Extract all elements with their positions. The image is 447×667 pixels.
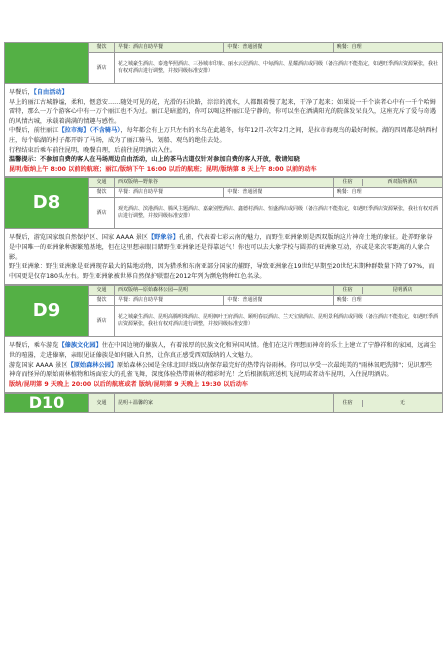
breakfast-info: 早餐：酒店自助早餐 — [115, 296, 224, 306]
highlight-dai-culture-park: 【傣族文化园】 — [58, 342, 102, 350]
day8-info-table — [4, 177, 443, 229]
hotel-info: 花之城豪生酒店、泰逸华照酒店、三孙城市印象、丽水云居酒店、中甸酒店、星耀酒店或同级（备注酒店不能指定，如遇旺季酒店资源紧张，我社有权对酒店进行调整，并按同级标准安排） — [115, 53, 443, 84]
lunch-info: 中餐：普通团餐 — [224, 43, 333, 53]
highlight-free-activity: 【自由活动】 — [33, 89, 68, 96]
breakfast-info: 早餐：酒店自助早餐 — [115, 43, 224, 53]
hotel-info: 花之城豪生酒店、昆明高腾明珠酒店、昆明枫叶王府酒店、颐明春辰酒店、兰天宝鼎酒店、昆明景利酒店或同级（备注酒店不能指定，如遇旺季酒店资源紧张，我社有权对酒店进行调整，并按同级标准安排） — [115, 306, 443, 337]
route: 昆明＋温馨的家 — [115, 394, 334, 413]
traffic-label: 交通 — [89, 394, 115, 413]
hotel-info: 观光酒店、滨港酒店、腾风主题酒店、嘉豪别墅酒店、鑫德村酒店、恒盛酒店或同级（备注酒店不能指定，如遇旺季酒店资源紧张，我社有权对酒店进行调整，并按同级标准安排） — [115, 198, 443, 229]
traffic-label: 交通 — [89, 286, 115, 296]
stay-value: 无 — [399, 399, 405, 406]
stay-label: 住宿 — [334, 400, 363, 407]
dinner-info: 晚餐：自理 — [333, 296, 442, 306]
day-number: D10 — [5, 394, 89, 413]
day-number: D8 — [5, 178, 89, 229]
highlight-wild-elephant-valley: 【野象谷】 — [147, 234, 179, 242]
text: 游览国家 AAAA 景区 — [9, 361, 68, 369]
hotel-label: 酒店 — [89, 198, 115, 229]
hotel-label: 酒店 — [89, 306, 115, 337]
hotel-label: 酒店 — [89, 53, 115, 84]
text: 早餐后， — [9, 89, 34, 96]
paragraph: 早上的丽江古城静谧，柔和，惬意安……随处可见的花，光滑的石块路，淙淙的流水，人都跟着慢了起来，干净了起来；如果说一千个读者心中有一千个哈姆雷特，那么一万个游客心中有一万个丽江也不为过。丽江是暗蓝的，你可以喝这杯丽江是宁静的，你可以坐在洒满阳光的院落发呆良久，这座充斥了爱与奇遇的风情古城，承载着满满的情趣与感性。 — [9, 98, 436, 125]
dinner-info: 晚餐：自理 — [333, 188, 442, 198]
itinerary-page — [0, 42, 447, 667]
dinner-info: 晚餐：自理 — [333, 43, 442, 53]
stay-label: 住宿 — [334, 287, 363, 294]
transport-note: 昆明/版纳上午 8:00 以前的航班；丽江/版纳下午 16:00 以后的航班；昆明/版纳第 8 天上午 8:00 以前的动车 — [9, 165, 317, 173]
paragraph: 行程结束后乘车前往昆明，晚餐自理，后前往昆明酒店入住。 — [9, 146, 177, 154]
transport-note: 版纳/昆明第 9 天晚上 20:00 以后的航班或者 版纳/昆明第 9 天晚上 19:30 以后动车 — [9, 380, 248, 388]
highlight-primeval-forest-park: 【原始森林公园】 — [67, 361, 118, 369]
meal-label: 餐饮 — [89, 43, 115, 53]
lunch-info: 中餐：普通团餐 — [224, 296, 333, 306]
day7-info-table — [4, 42, 443, 84]
lunch-info: 中餐：普通团餐 — [224, 188, 333, 198]
meal-label: 餐饮 — [89, 296, 115, 306]
traffic-label: 交通 — [89, 178, 115, 188]
day7-description — [4, 84, 443, 177]
warm-tip: 温馨提示：不参加自费的客人在马场周边自由活动，山上的茶马古道仅针对参加自费的客人开放，敬请知晓 — [9, 156, 300, 164]
text: ，每年都会有上万只左右的水鸟在此越冬，每年12月-次年2月之间，是拉市海观鸟的最好时候。湖的四周都是纳西村庄，每个临湖的村子都开辟了马场，成为了丽江骑马、划船、观鸟的绝佳去处。 — [9, 127, 438, 144]
text: 中餐后，前往丽江 — [9, 127, 59, 135]
breakfast-info: 早餐：酒店自助早餐 — [115, 188, 224, 198]
paragraph: 野生亚洲象：野生亚洲象是亚洲现存最大的陆地动物，因为猎杀和东南亚部分国家的捕野，导致亚洲象在19世纪早期至20世纪末期种群数量下降了97%，而中国更是仅存180头左右。野生亚洲象被世界自然保护联盟在2012年列为濒危物种红色名录。 — [9, 263, 435, 280]
day8-description — [4, 229, 443, 285]
day-number: D9 — [5, 286, 89, 337]
highlight-lashi-lake: 【拉市海】（不含骑马） — [58, 127, 121, 135]
text: 住在中国边境的傣族人，有着浓厚的民族文化和异国风情。他们在这片理想而神奇的乐土上建立了宁静祥和的家园，远离尘世的喧嚣，走进傣寨，亲眼见证傣族是如何融入自然，让你真正感受西双版纳的人文魅力。 — [9, 342, 436, 359]
stay-value: 西双版纳酒店 — [387, 179, 418, 186]
stay-value: 昆明酒店 — [392, 287, 413, 294]
day9-info-table — [4, 285, 443, 337]
route: 西双版纳—野象谷 — [115, 178, 334, 188]
text: 早餐后，游览国家级自然保护区、国家 AAAA 景区 — [9, 234, 148, 242]
day10-info-table — [4, 393, 443, 413]
text: 早餐后，乘车游览 — [9, 342, 59, 350]
stay-label: 住宿 — [334, 179, 363, 186]
day-cell — [5, 43, 89, 84]
meal-label: 餐饮 — [89, 188, 115, 198]
text: 原始森林公园是全球北回归线以南保存最完好的热带沟谷雨林。你可以享受一次最纯美的"雨林氧吧洗肺"；见识那些神奇而怪异的原始雨林植物和场面宏大的孔雀飞舞，深度体验热带雨林的精彩时光！之后根据航班送机飞昆明或者动车昆明，入住昆明酒店。 — [9, 361, 433, 379]
text: 孔雀，代表着七彩云南的魅力，而野生亚洲象则是西双版纳这片神奇土地的象征。赴养野象谷是中国唯一的亚洲象种源繁殖基地，但在这里想亲眼目睹野生亚洲象还是得靠运气！你也可以去大象学校与圆养的亚洲象互动，亦或是来次零距离的人象合影。 — [9, 234, 433, 261]
route: 西双版纳—原始森林公园—昆明 — [115, 286, 334, 296]
day9-description — [4, 337, 443, 393]
